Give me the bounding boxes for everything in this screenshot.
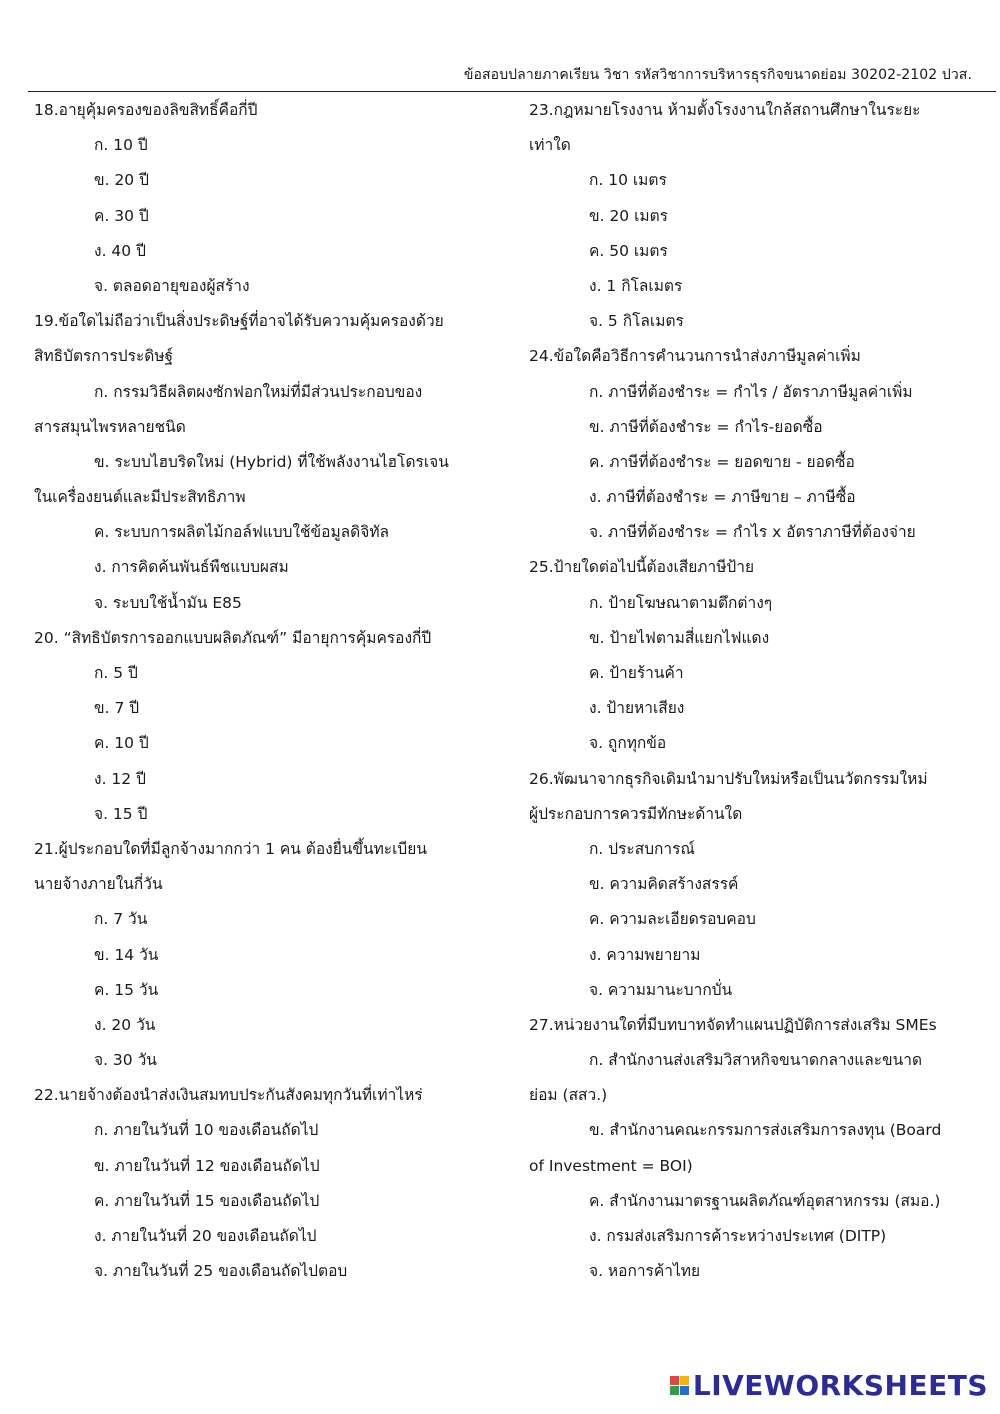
answer-option: ง. ภาษีที่ต้องชำระ = ภาษีขาย – ภาษีซื้อ	[589, 488, 856, 507]
logo-square	[670, 1376, 679, 1385]
answer-option: ข. 14 วัน	[94, 945, 159, 964]
question-text: ผู้ประกอบการควรมีทักษะด้านใด	[529, 804, 743, 823]
question-text: 27.หน่วยงานใดที่มีบทบาทจัดทำแผนปฏิบัติการส่งเสริม SMEs	[529, 1015, 937, 1034]
logo-square	[680, 1376, 689, 1385]
answer-option: ค. ภายในวันที่ 15 ของเดือนถัดไป	[94, 1191, 320, 1210]
answer-option: จ. ความมานะบากบั่น	[589, 980, 733, 999]
answer-option: ก. ป้ายโฆษณาตามตึกต่างๆ	[589, 593, 773, 612]
answer-option: ค. 50 เมตร	[589, 241, 668, 260]
answer-option: ก. ภาษีที่ต้องชำระ = กำไร / อัตราภาษีมูลค่าเพิ่ม	[589, 382, 913, 401]
exam-header: ข้อสอบปลายภาคเรียน วิชา รหัสวิชาการบริหารธุรกิจขนาดย่อม 30202-2102 ปวส.	[463, 67, 972, 83]
answer-option: จ. หอการค้าไทย	[589, 1262, 701, 1281]
answer-option: ค. 15 วัน	[94, 980, 159, 999]
question-text: สารสมุนไพรหลายชนิด	[34, 417, 186, 436]
question-text: ย่อม (สสว.)	[529, 1086, 608, 1105]
answer-option: ค. ภาษีที่ต้องชำระ = ยอดขาย - ยอดซื้อ	[589, 452, 855, 471]
logo-squares-icon	[670, 1376, 689, 1395]
answer-option: ค. ความละเอียดรอบคอบ	[589, 910, 756, 929]
answer-option: ข. 20 เมตร	[589, 206, 669, 225]
answer-option: ง. ความพยายาม	[589, 945, 701, 964]
answer-option: จ. ตลอดอายุของผู้สร้าง	[94, 276, 250, 295]
answer-option: ก. กรรมวิธีผลิตผงซักฟอกใหม่ที่มีส่วนประกอบของ	[94, 382, 423, 401]
question-text: 26.พัฒนาจากธุรกิจเดิมนำมาปรับใหม่หรือเป็นนวัตกรรมใหม่	[529, 769, 928, 788]
answer-option: ง. การคิดค้นพันธ์พืชแบบผสม	[94, 558, 289, 577]
answer-option: ค. ป้ายร้านค้า	[589, 664, 684, 682]
question-text: 19.ข้อใดไม่ถือว่าเป็นสิ่งประดิษฐ์ที่อาจได้รับความคุ้มครองด้วย	[34, 312, 444, 331]
question-text: เท่าใด	[529, 136, 571, 155]
answer-option: ง. กรมส่งเสริมการค้าระหว่างประเทศ (DITP)	[589, 1227, 887, 1245]
answer-option: ง. 20 วัน	[94, 1015, 156, 1034]
question-text: 18.อายุคุ้มครองของลิขสิทธิ์คือกี่ปี	[34, 101, 258, 119]
question-text: นายจ้างภายในกี่วัน	[34, 875, 163, 894]
question-text: 21.ผู้ประกอบใดที่มีลูกจ้างมากกว่า 1 คน ต้องยื่นขึ้นทะเบียน	[34, 839, 427, 858]
logo-square	[670, 1386, 679, 1395]
question-text: 22.นายจ้างต้องนำส่งเงินสมทบประกันสังคมทุกวันที่เท่าไหร่	[34, 1086, 423, 1105]
question-text: 25.ป้ายใดต่อไปนี้ต้องเสียภาษีป้าย	[529, 558, 755, 577]
question-text: 23.กฎหมายโรงงาน ห้ามตั้งโรงงานใกล้สถานศึกษาในระยะ	[529, 101, 921, 119]
answer-option: จ. 5 กิโลเมตร	[589, 312, 684, 331]
question-text: ในเครื่องยนต์และมีประสิทธิภาพ	[34, 488, 246, 507]
answer-option: ข. ระบบไฮบริดใหม่ (Hybrid) ที่ใช้พลังงานไฮโดรเจน	[94, 452, 449, 471]
answer-option: จ. 15 ปี	[94, 804, 148, 823]
answer-option: ง. 12 ปี	[94, 769, 146, 788]
question-text: 24.ข้อใดคือวิธีการคำนวนการนำส่งภาษีมูลค่าเพิ่ม	[529, 347, 861, 366]
answer-option: ข. 7 ปี	[94, 699, 140, 718]
question-text: 20. “สิทธิบัตรการออกแบบผลิตภัณฑ์” มีอายุการคุ้มครองกี่ปี	[34, 628, 432, 647]
answer-option: ข. สำนักงานคณะกรรมการส่งเสริมการลงทุน (Board	[589, 1121, 942, 1140]
answer-option: ค. สำนักงานมาตรฐานผลิตภัณฑ์อุตสาหกรรม (สมอ.)	[589, 1191, 941, 1210]
answer-option: จ. ภาษีที่ต้องชำระ = กำไร x อัตราภาษีที่ต้องจ่าย	[589, 523, 916, 542]
answer-option: ก. 10 เมตร	[589, 171, 667, 190]
answer-option: ก. 7 วัน	[94, 910, 148, 929]
answer-option: ค. 30 ปี	[94, 206, 149, 225]
answer-option: จ. ภายในวันที่ 25 ของเดือนถัดไปตอบ	[94, 1262, 348, 1281]
logo-text: LIVEWORKSHEETS	[692, 1369, 988, 1402]
answer-option: ข. ป้ายไฟตามสี่แยกไฟแดง	[589, 628, 770, 647]
header-rule	[28, 91, 996, 92]
answer-option: ก. สำนักงานส่งเสริมวิสาหกิจขนาดกลางและขนาด	[589, 1051, 923, 1070]
answer-option: ง. 40 ปี	[94, 241, 146, 260]
answer-option: ง. 1 กิโลเมตร	[589, 276, 683, 295]
question-text: สิทธิบัตรการประดิษฐ์	[34, 347, 174, 366]
answer-option: ก. 5 ปี	[94, 664, 138, 682]
answer-option: ข. ภาษีที่ต้องชำระ = กำไร-ยอดซื้อ	[589, 417, 823, 436]
answer-option: ค. 10 ปี	[94, 734, 149, 753]
answer-option: ก. ประสบการณ์	[589, 839, 695, 858]
answer-option: จ. ถูกทุกข้อ	[589, 734, 667, 753]
answer-option: จ. 30 วัน	[94, 1051, 157, 1070]
answer-option: ก. 10 ปี	[94, 136, 148, 155]
answer-option: จ. ระบบใช้น้ำมัน E85	[94, 593, 242, 612]
answer-option: ง. ป้ายหาเสียง	[589, 699, 685, 718]
answer-option: ข. ความคิดสร้างสรรค์	[589, 875, 739, 894]
logo-square	[680, 1386, 689, 1395]
answer-option: ง. ภายในวันที่ 20 ของเดือนถัดไป	[94, 1227, 317, 1245]
question-text: of Investment = BOI)	[529, 1156, 693, 1175]
answer-option: ค. ระบบการผลิตไม้กอล์ฟแบบใช้ข้อมูลดิจิทัล	[94, 523, 390, 542]
left-column	[34, 93, 504, 1289]
liveworksheets-logo[interactable]	[670, 1369, 988, 1402]
answer-option: ก. ภายในวันที่ 10 ของเดือนถัดไป	[94, 1121, 319, 1140]
answer-option: ข. ภายในวันที่ 12 ของเดือนถัดไป	[94, 1156, 320, 1175]
answer-option: ข. 20 ปี	[94, 171, 149, 190]
right-column	[529, 93, 979, 1289]
